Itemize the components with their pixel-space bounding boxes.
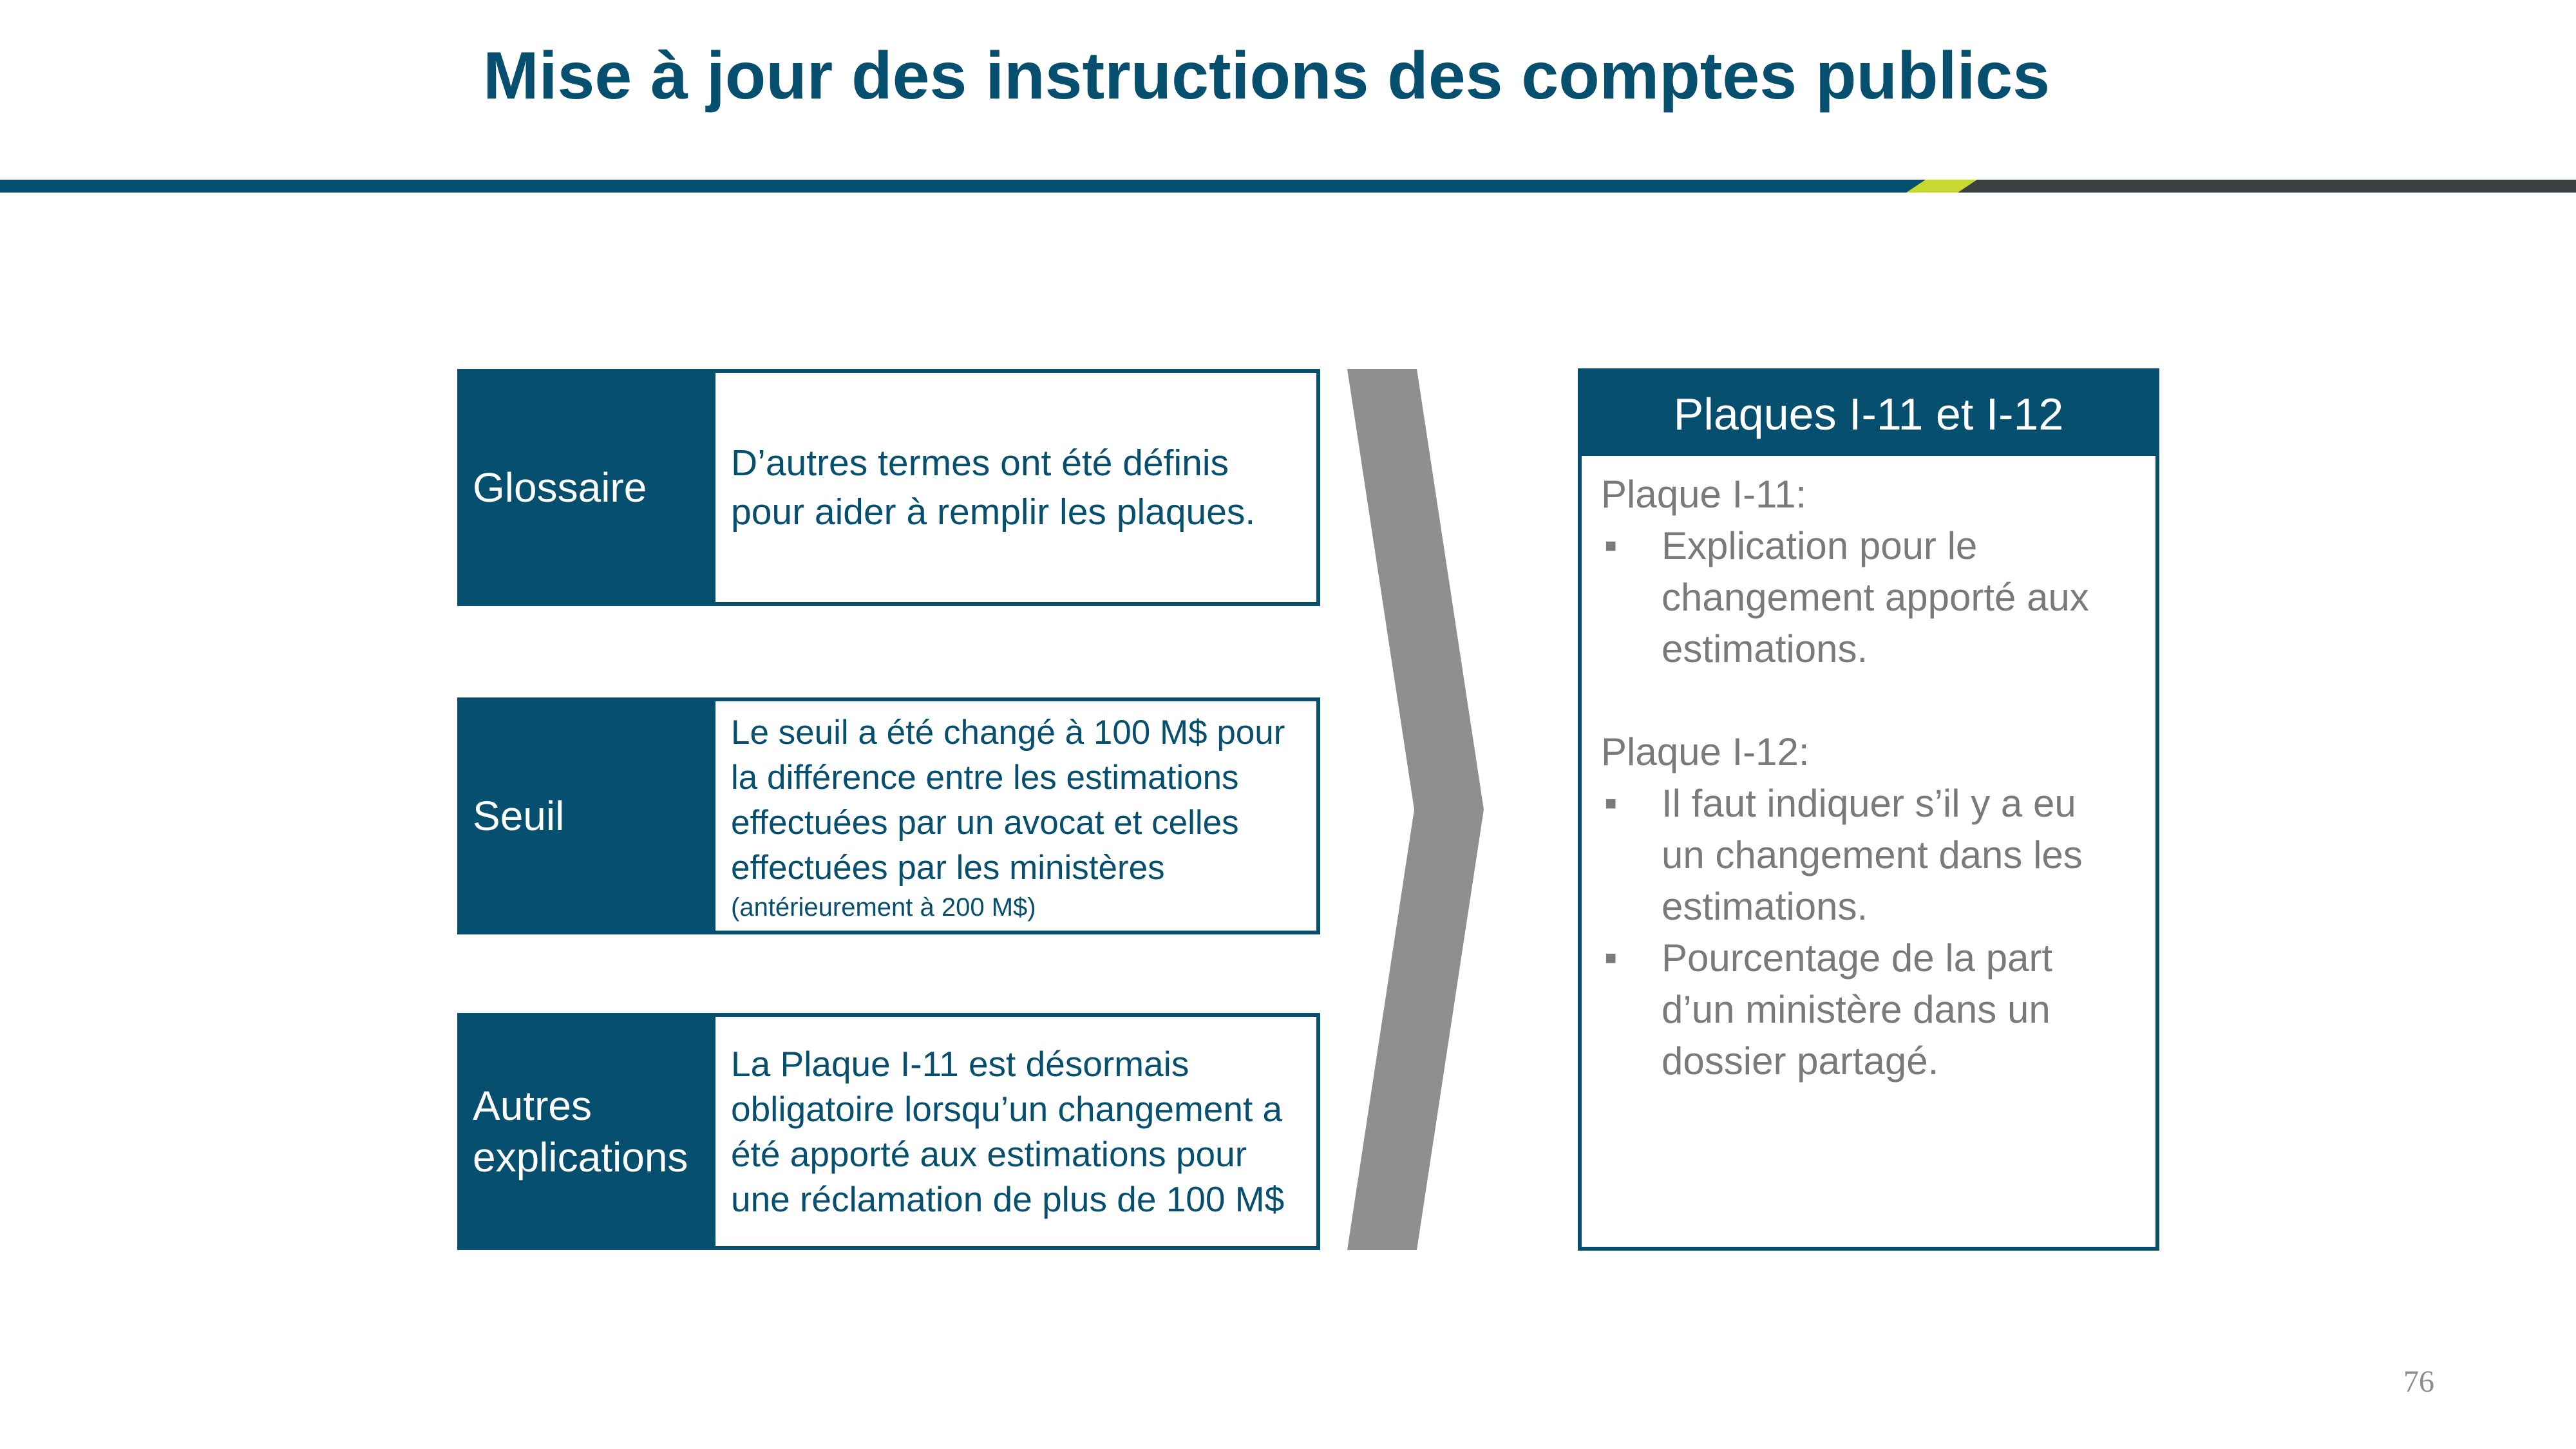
page-number: 76 [2403,1365,2434,1399]
text-line: La Plaque I-11 est désormais [731,1044,1189,1084]
text-line: été apporté aux estimations pour [731,1134,1247,1174]
list-item [1601,933,2136,1087]
threshold-box [457,697,1320,934]
bullet-line: Il faut indiquer s’il y a eu [1662,782,2076,825]
bullet-line: d’un ministère dans un [1662,988,2050,1031]
text-line: une réclamation de plus de 100 M$ [731,1179,1285,1219]
square-bullet-icon: ■ [1605,947,1617,969]
bullet-line: Explication pour le [1662,524,1978,567]
section-heading: Plaque I-11: [1601,473,1807,516]
bullet-line: estimations. [1662,885,1868,928]
label-line: Autres [473,1083,592,1129]
plaques-panel-header: Plaques I-11 et I-12 [1582,372,2155,456]
section-heading: Plaque I-12: [1601,730,1810,773]
slide-title: Mise à jour des instructions des comptes publics [483,39,2050,113]
header-divider [0,180,2576,193]
other-explanations-box [457,1013,1320,1250]
text-line: D’autres termes ont été définis [731,442,1229,484]
text-line: obligatoire lorsqu’un changement a [731,1089,1283,1129]
glossary-box [457,369,1320,606]
square-bullet-icon: ■ [1605,535,1617,556]
threshold-note: (antérieurement à 200 M$) [731,893,1036,922]
list-item [1601,778,2136,933]
glossary-text [715,373,1316,602]
text-line: la différence entre les estimations [731,759,1239,797]
chevron-right-icon [1347,369,1489,1250]
bullet-line: Pourcentage de la part [1662,936,2053,980]
list-item [1601,520,2136,675]
square-bullet-icon: ■ [1605,793,1617,814]
threshold-label: Seuil [461,701,715,931]
plaques-panel-content [1582,456,2155,1087]
label-line: explications [473,1134,688,1180]
other-explanations-text [715,1017,1316,1246]
plaques-panel [1578,368,2159,1251]
glossary-label: Glossaire [461,373,715,602]
bullet-line: dossier partagé. [1662,1039,1939,1083]
bullet-line: changement apporté aux [1662,576,2089,619]
text-line: effectuées par un avocat et celles [731,804,1239,842]
text-line: Le seuil a été changé à 100 M$ pour [731,714,1285,752]
bullet-line: un changement dans les [1662,833,2083,876]
other-explanations-label [461,1017,715,1246]
bullet-line: estimations. [1662,627,1868,670]
threshold-text [715,701,1316,931]
text-line: pour aider à remplir les plaques. [731,491,1256,533]
text-line: effectuées par les ministères [731,849,1165,887]
